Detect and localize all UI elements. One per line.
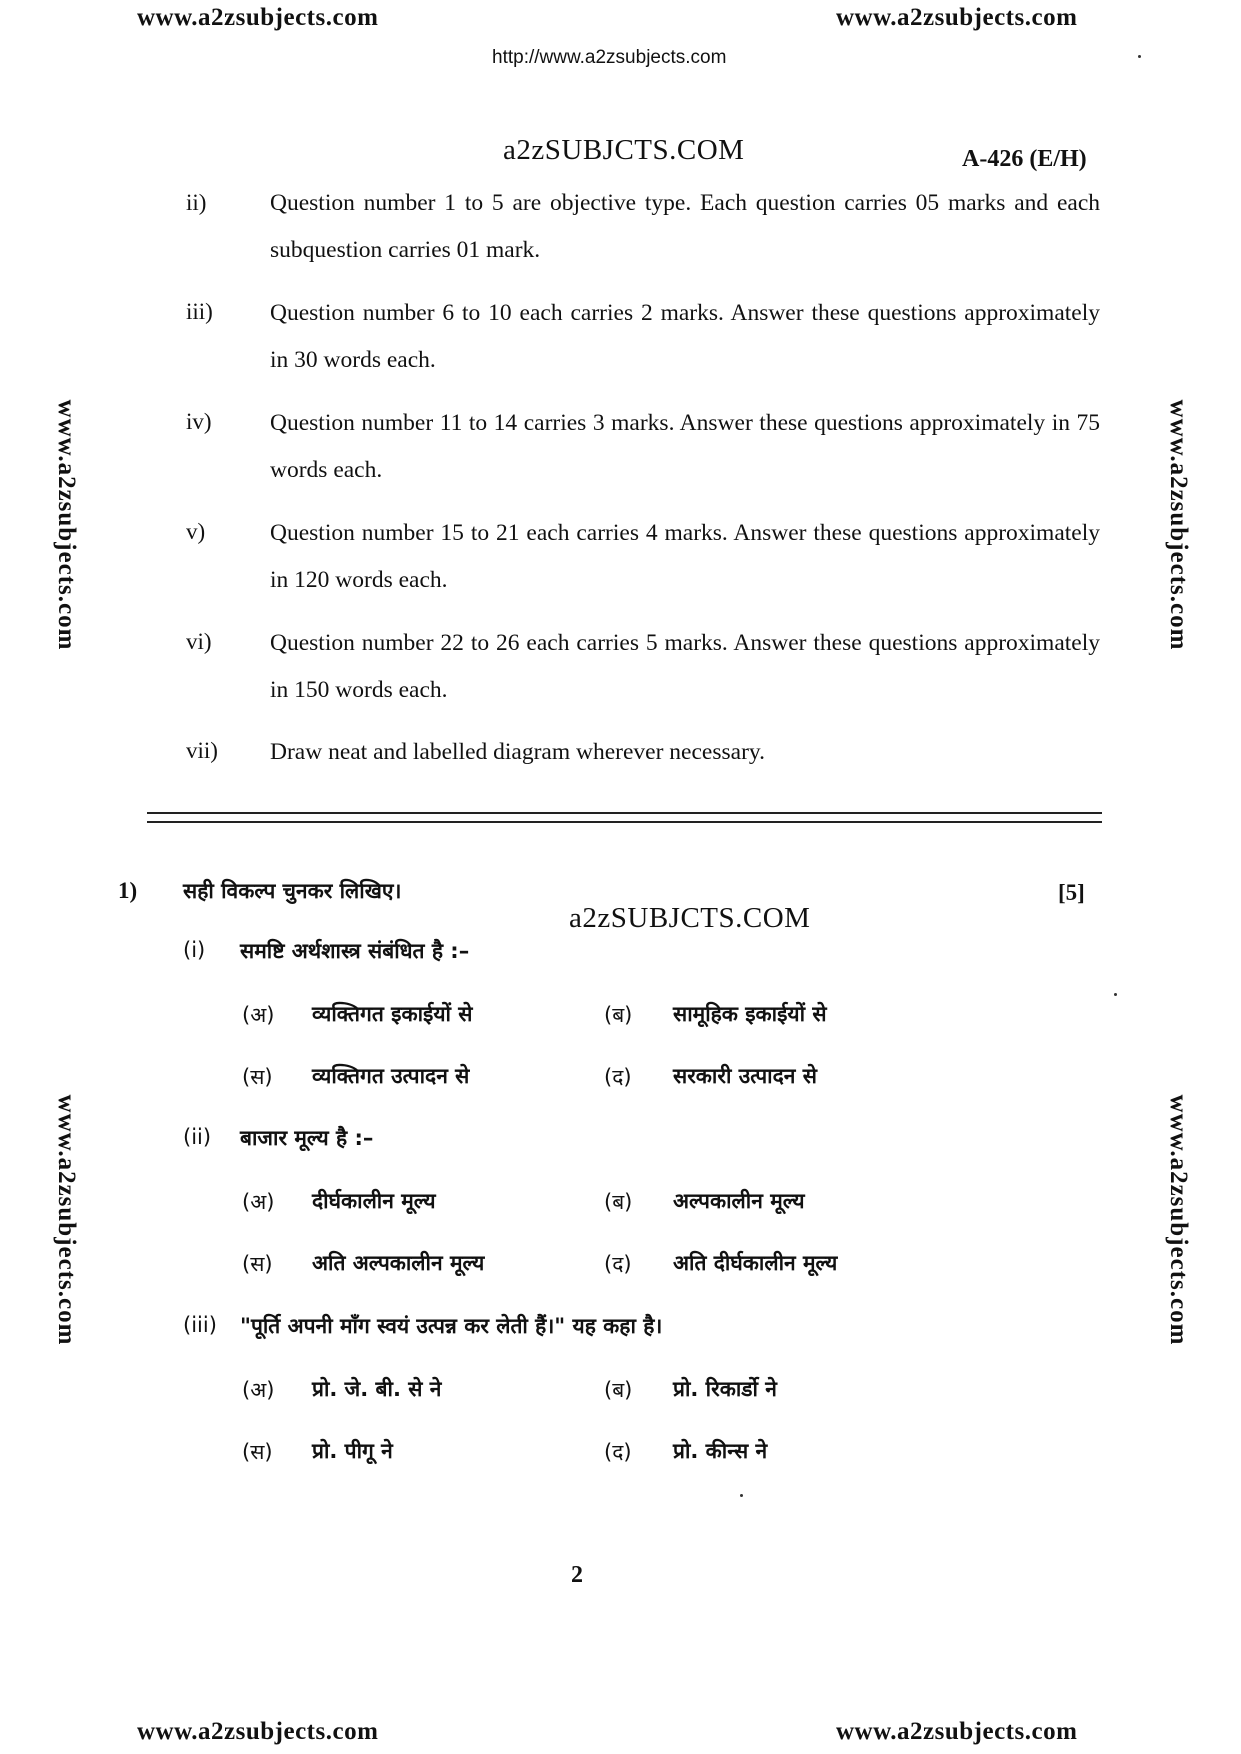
site-title: a2zSUBJCTS.COM xyxy=(503,134,745,166)
instruction-number: iii) xyxy=(186,299,213,324)
page-number: 2 xyxy=(571,1562,583,1588)
instruction-text: Question number 22 to 26 each carries 5 marks. Answer these questions approximately in 150 words each. xyxy=(270,630,1100,703)
subquestion-number: (iii) xyxy=(183,1313,217,1337)
speck xyxy=(740,1494,743,1497)
subquestion-text: समष्टि अर्थशास्त्र संबंधित है :– xyxy=(240,939,470,963)
option-text: सरकारी उत्पादन से xyxy=(673,1064,817,1088)
watermark-top-left: www.a2zsubjects.com xyxy=(137,4,379,31)
option-label: (अ) xyxy=(242,1003,275,1027)
instruction-text: Question number 6 to 10 each carries 2 marks. Answer these questions approximately in 30 words each. xyxy=(270,300,1100,373)
instruction-text: Question number 11 to 14 carries 3 marks. Answer these questions approximately in 75 words each. xyxy=(270,410,1100,483)
option-label: (द) xyxy=(604,1065,632,1089)
option-text: सामूहिक इकाईयों से xyxy=(673,1002,827,1026)
option-label: (द) xyxy=(604,1252,632,1276)
question-marks: [5] xyxy=(1058,880,1085,905)
option-text: अति अल्पकालीन मूल्य xyxy=(312,1251,485,1275)
option-label: (स) xyxy=(242,1065,273,1089)
instruction-number: ii) xyxy=(186,190,207,215)
subquestion-number: (i) xyxy=(183,938,206,962)
watermark-side-left-upper: www.a2zsubjects.com xyxy=(53,399,80,651)
option-label: (स) xyxy=(242,1252,273,1276)
watermark-bottom-left: www.a2zsubjects.com xyxy=(137,1718,379,1745)
option-label: (ब) xyxy=(604,1190,633,1214)
instruction-number: v) xyxy=(186,519,206,544)
option-text: प्रो. रिकार्डो ने xyxy=(673,1377,777,1401)
option-label: (अ) xyxy=(242,1190,275,1214)
watermark-side-right-upper: www.a2zsubjects.com xyxy=(1165,399,1192,651)
subquestion-number: (ii) xyxy=(183,1125,212,1149)
instruction-text: Question number 1 to 5 are objective type. Each question carries 05 marks and each subquestion carries 01 mark. xyxy=(270,190,1100,263)
option-text: प्रो. पीगू ने xyxy=(312,1439,393,1463)
instruction-text: Draw neat and labelled diagram wherever necessary. xyxy=(270,739,765,765)
option-label: (अ) xyxy=(242,1378,275,1402)
option-text: अति दीर्घकालीन मूल्य xyxy=(673,1251,838,1275)
option-text: अल्पकालीन मूल्य xyxy=(673,1189,805,1213)
speck xyxy=(1138,55,1141,58)
option-label: (ब) xyxy=(604,1003,633,1027)
option-text: व्यक्तिगत इकाईयों से xyxy=(312,1002,473,1026)
watermark-url: http://www.a2zsubjects.com xyxy=(492,47,727,68)
instruction-number: vii) xyxy=(186,738,218,763)
speck xyxy=(1114,993,1117,996)
instruction-number: iv) xyxy=(186,409,212,434)
option-label: (स) xyxy=(242,1440,273,1464)
option-text: दीर्घकालीन मूल्य xyxy=(312,1189,436,1213)
watermark-side-right-lower: www.a2zsubjects.com xyxy=(1165,1094,1192,1346)
option-text: व्यक्तिगत उत्पादन से xyxy=(312,1064,470,1088)
option-label: (द) xyxy=(604,1440,632,1464)
watermark-bottom-right: www.a2zsubjects.com xyxy=(836,1718,1078,1745)
divider-line-bottom xyxy=(147,821,1102,823)
site-title-watermark: a2zSUBJCTS.COM xyxy=(569,902,811,934)
paper-code: A-426 (E/H) xyxy=(962,146,1087,172)
divider-line-top xyxy=(147,812,1102,814)
instruction-number: vi) xyxy=(186,629,212,654)
option-text: प्रो. कीन्स ने xyxy=(673,1439,768,1463)
question-prompt: सही विकल्प चुनकर लिखिए। xyxy=(183,879,402,903)
option-label: (ब) xyxy=(604,1378,633,1402)
instruction-text: Question number 15 to 21 each carries 4 marks. Answer these questions approximately in 120 words each. xyxy=(270,520,1100,593)
watermark-top-right: www.a2zsubjects.com xyxy=(836,4,1078,31)
watermark-side-left-lower: www.a2zsubjects.com xyxy=(53,1094,80,1346)
option-text: प्रो. जे. बी. से ने xyxy=(312,1377,442,1401)
subquestion-text: "पूर्ति अपनी माँग स्वयं उत्पन्न कर लेती हैं।" यह कहा है। xyxy=(240,1314,663,1338)
question-number: 1) xyxy=(118,878,138,903)
subquestion-text: बाजार मूल्य है :– xyxy=(240,1126,374,1150)
